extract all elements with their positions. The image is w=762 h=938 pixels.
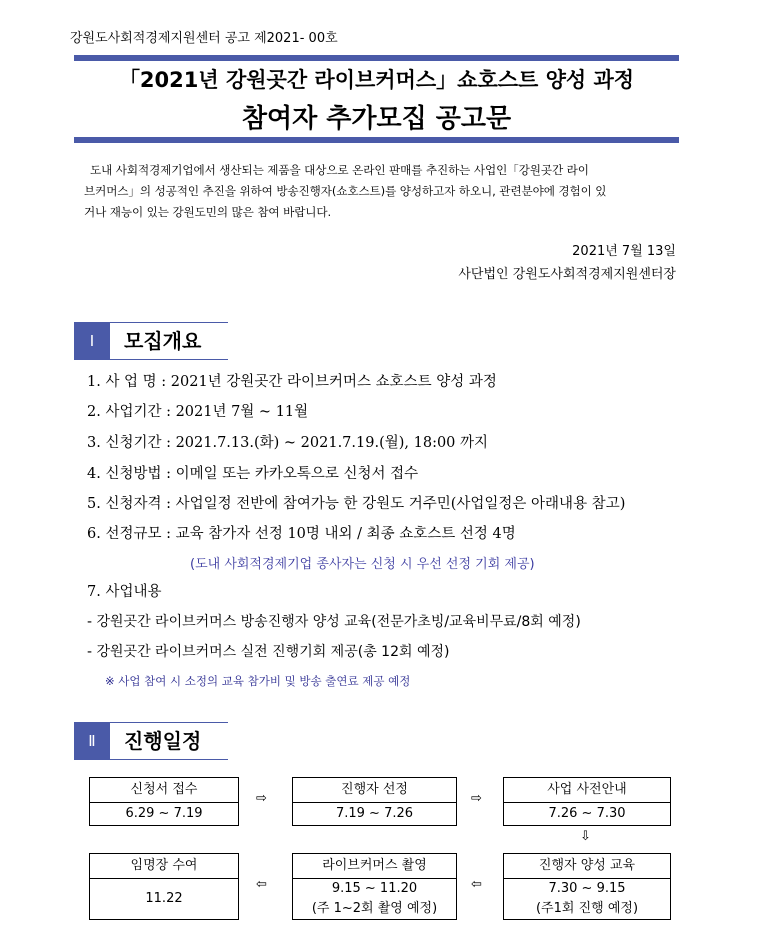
arrow-down-icon: ⇩ bbox=[580, 829, 591, 844]
selection-note: (도내 사회적경제기업 종사자는 신청 시 우선 선정 기회 제공) bbox=[190, 557, 535, 572]
overview-item: 6. 선정규모 : 교육 참가자 선정 10명 내외 / 최종 쇼호스트 선정 4명 bbox=[87, 526, 516, 542]
step-title: 사업 사전안내 bbox=[504, 778, 670, 803]
schedule-step-orientation bbox=[503, 777, 671, 826]
schedule-step-appointment bbox=[89, 853, 239, 920]
program-note: ※ 사업 참여 시 소정의 교육 참가비 및 방송 출연료 제공 예정 bbox=[105, 674, 411, 688]
section-title: 진행일정 bbox=[124, 729, 202, 753]
arrow-right-icon: ⇨ bbox=[256, 791, 267, 806]
notice-number: 강원도사회적경제지원센터 공고 제2021- 00호 bbox=[70, 31, 338, 46]
overview-item: 3. 신청기간 : 2021.7.13.(화) ~ 2021.7.19.(월), 18:00 까지 bbox=[87, 435, 489, 451]
schedule-step-selection bbox=[292, 777, 457, 826]
section-number: Ⅰ bbox=[74, 323, 110, 359]
intro-line: 도내 사회적경제기업에서 생산되는 제품을 대상으로 온라인 판매를 추진하는 사업인「강원곳간 라이 bbox=[90, 163, 589, 177]
step-period: 7.30 ~ 9.15 bbox=[548, 881, 626, 896]
schedule-step-filming bbox=[292, 853, 457, 920]
page-title-line1: 「2021년 강원곳간 라이브커머스」쇼호스트 양성 과정 bbox=[118, 68, 635, 92]
overview-item: 1. 사 업 명 : 2021년 강원곳간 라이브커머스 쇼호스트 양성 과정 bbox=[87, 374, 497, 390]
issuing-organization: 사단법인 강원도사회적경제지원센터장 bbox=[458, 267, 676, 282]
overview-item: 5. 신청자격 : 사업일정 전반에 참여가능 한 강원도 거주민(사업일정은 아래내용 참고) bbox=[87, 496, 626, 512]
intro-paragraph bbox=[84, 160, 680, 223]
schedule-step-training bbox=[503, 853, 671, 920]
step-period: 7.19 ~ 7.26 bbox=[335, 806, 414, 821]
schedule-step-application bbox=[89, 777, 239, 826]
section-header-schedule bbox=[74, 722, 228, 760]
step-period: 7.26 ~ 7.30 bbox=[548, 806, 626, 821]
step-period: 6.29 ~ 7.19 bbox=[125, 806, 203, 821]
program-bullet: - 강원곳간 라이브커머스 방송진행자 양성 교육(전문가초빙/교육비무료/8회 예정) bbox=[87, 614, 581, 630]
step-detail: (주 1~2회 촬영 예정) bbox=[311, 901, 438, 916]
notice-date: 2021년 7월 13일 bbox=[572, 244, 676, 259]
section-number: Ⅱ bbox=[74, 723, 110, 759]
step-title: 진행자 선정 bbox=[293, 778, 456, 803]
title-rule-bottom bbox=[74, 137, 679, 143]
step-detail: (주1회 진행 예정) bbox=[535, 901, 639, 916]
intro-line: 거나 재능이 있는 강원도민의 많은 참여 바랍니다. bbox=[84, 205, 332, 219]
title-rule-top bbox=[74, 55, 679, 61]
step-title: 진행자 양성 교육 bbox=[504, 854, 670, 879]
section-title: 모집개요 bbox=[124, 329, 202, 353]
arrow-right-icon: ⇨ bbox=[471, 791, 482, 806]
program-bullet: - 강원곳간 라이브커머스 실전 진행기회 제공(총 12회 예정) bbox=[87, 644, 450, 660]
overview-item: 2. 사업기간 : 2021년 7월 ~ 11월 bbox=[87, 404, 309, 420]
arrow-left-icon: ⇦ bbox=[471, 877, 482, 892]
step-title: 신청서 접수 bbox=[90, 778, 238, 803]
step-title: 라이브커머스 촬영 bbox=[293, 854, 456, 879]
step-title: 임명장 수여 bbox=[90, 854, 238, 879]
arrow-left-icon: ⇦ bbox=[256, 877, 267, 892]
overview-item: 7. 사업내용 bbox=[87, 584, 162, 600]
intro-line: 브커머스」의 성공적인 추진을 위하여 방송진행자(쇼호스트)를 양성하고자 하오니, 관련분야에 경험이 있 bbox=[84, 184, 607, 198]
section-header-overview bbox=[74, 322, 228, 360]
overview-item: 4. 신청방법 : 이메일 또는 카카오톡으로 신청서 접수 bbox=[87, 466, 419, 482]
page-title-line2: 참여자 추가모집 공고문 bbox=[241, 104, 512, 134]
step-period: 11.22 bbox=[145, 891, 183, 906]
step-period: 9.15 ~ 11.20 bbox=[331, 881, 418, 896]
